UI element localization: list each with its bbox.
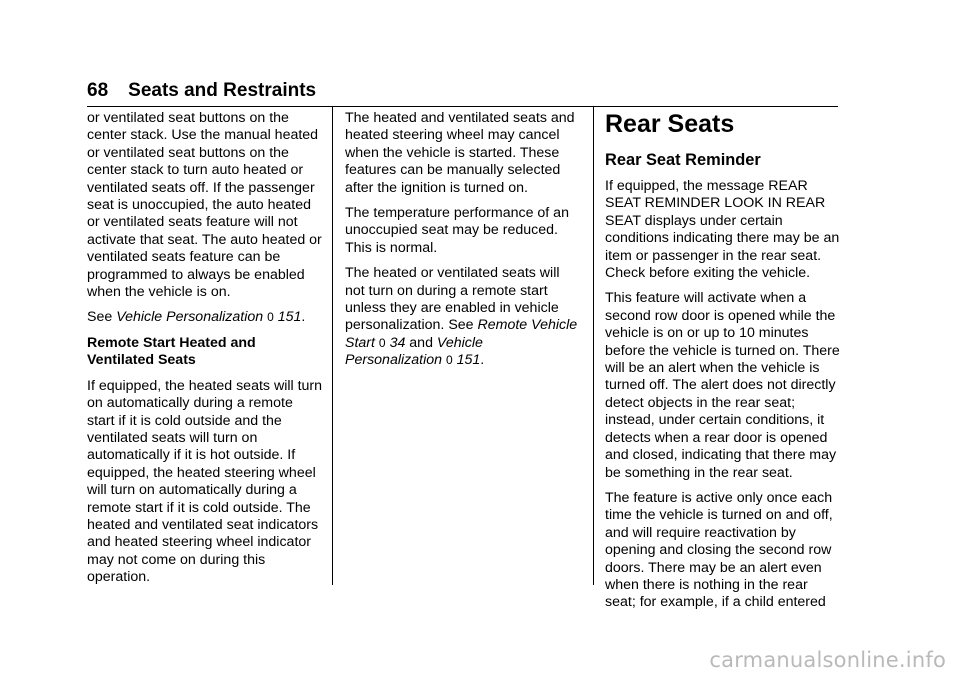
see-reference [87,309,323,326]
column-divider-right [593,107,594,585]
ref-end: . [480,352,485,369]
paragraph [345,265,583,369]
page-ref-icon: 0 [445,353,453,368]
ref-page[interactable]: 151 [456,352,481,369]
page-ref-icon: 0 [378,335,386,350]
paragraph: The feature is active only once each time the vehicle is turned on and off, and will require reactivation by opening and closing the second row doors. There may be an alert even when there is nothing in the rear seat; for example, if a child entered [605,489,833,611]
ref-end: . [301,309,306,326]
conjunction: and [405,334,437,351]
paragraph: If equipped, the heated seats will turn on automatically during a remote start if it is cold outside and the ventilated seats will turn on automatically if it is hot outside. If equipped, the heated steering wheel will turn on automatically during a remote start if it is cold outside. The heated and ventilated seat indicators and heated steering wheel indicator may not come on during this operation. [87,377,323,586]
paragraph: The temperature performance of an unoccupied seat may be reduced. This is normal. [345,205,569,256]
section-heading: Rear Seats [605,110,735,138]
paragraph: If equipped, the message REAR SEAT REMINDER LOOK IN REAR SEAT displays under certain conditions indicating there may be an item or passenger in the rear seat. Check before exiting the vehicle. [605,178,840,282]
page-header [87,80,838,107]
paragraph: This feature will activate when a second row door is opened while the vehicle is on or up to 10 minutes before the vehicle is turned on. There will be an alert when the vehicle is turned off. The alert does not directly detect objects in the rear seat; instead, under certain conditions, it detects when a rear door is opened and closed, indicating that there may be something in the rear seat. [605,290,840,481]
column-divider-left [332,107,333,585]
watermark: carmanualsonline.info [709,648,946,672]
ref-vehicle-personalization[interactable]: Vehicle Personalization [116,309,264,326]
page-ref-icon: 0 [267,310,274,325]
column-1 [87,110,323,595]
see-prefix: See [87,309,117,326]
paragraph: or ventilated seat buttons on the center stack. Use the manual heated or ventilated seat buttons on the center stack to turn auto heated or ventilated seats off. If the passenger seat is unoccupied, the auto heated or ventilated seats feature will not activate that seat. The auto heated or ventilated seats feature can be programmed to always be enabled when the vehicle is on. [87,110,322,301]
column-2 [345,110,583,378]
paragraph-text: The heated or ventilated seats will not turn on during a remote start unless they are enabled in vehicle personalization. See [345,265,560,334]
subsection-heading: Remote Start Heated and Ventilated Seats [87,334,256,369]
ref-vehicle-personalization[interactable]: Vehicle Personalization [345,334,483,369]
ref-page[interactable]: 34 [389,334,406,351]
column-3 [605,110,841,620]
ref-remote-vehicle-start[interactable]: Remote Vehicle Start [345,317,578,351]
section-title: Seats and Restraints [128,80,317,101]
ref-page[interactable]: 151 [277,309,302,326]
page-number: 68 [87,80,109,101]
subsection-heading: Rear Seat Reminder [605,151,761,169]
paragraph: The heated and ventilated seats and heated steering wheel may cancel when the vehicle is started. These features can be manually selected after the ignition is turned on. [345,110,575,196]
